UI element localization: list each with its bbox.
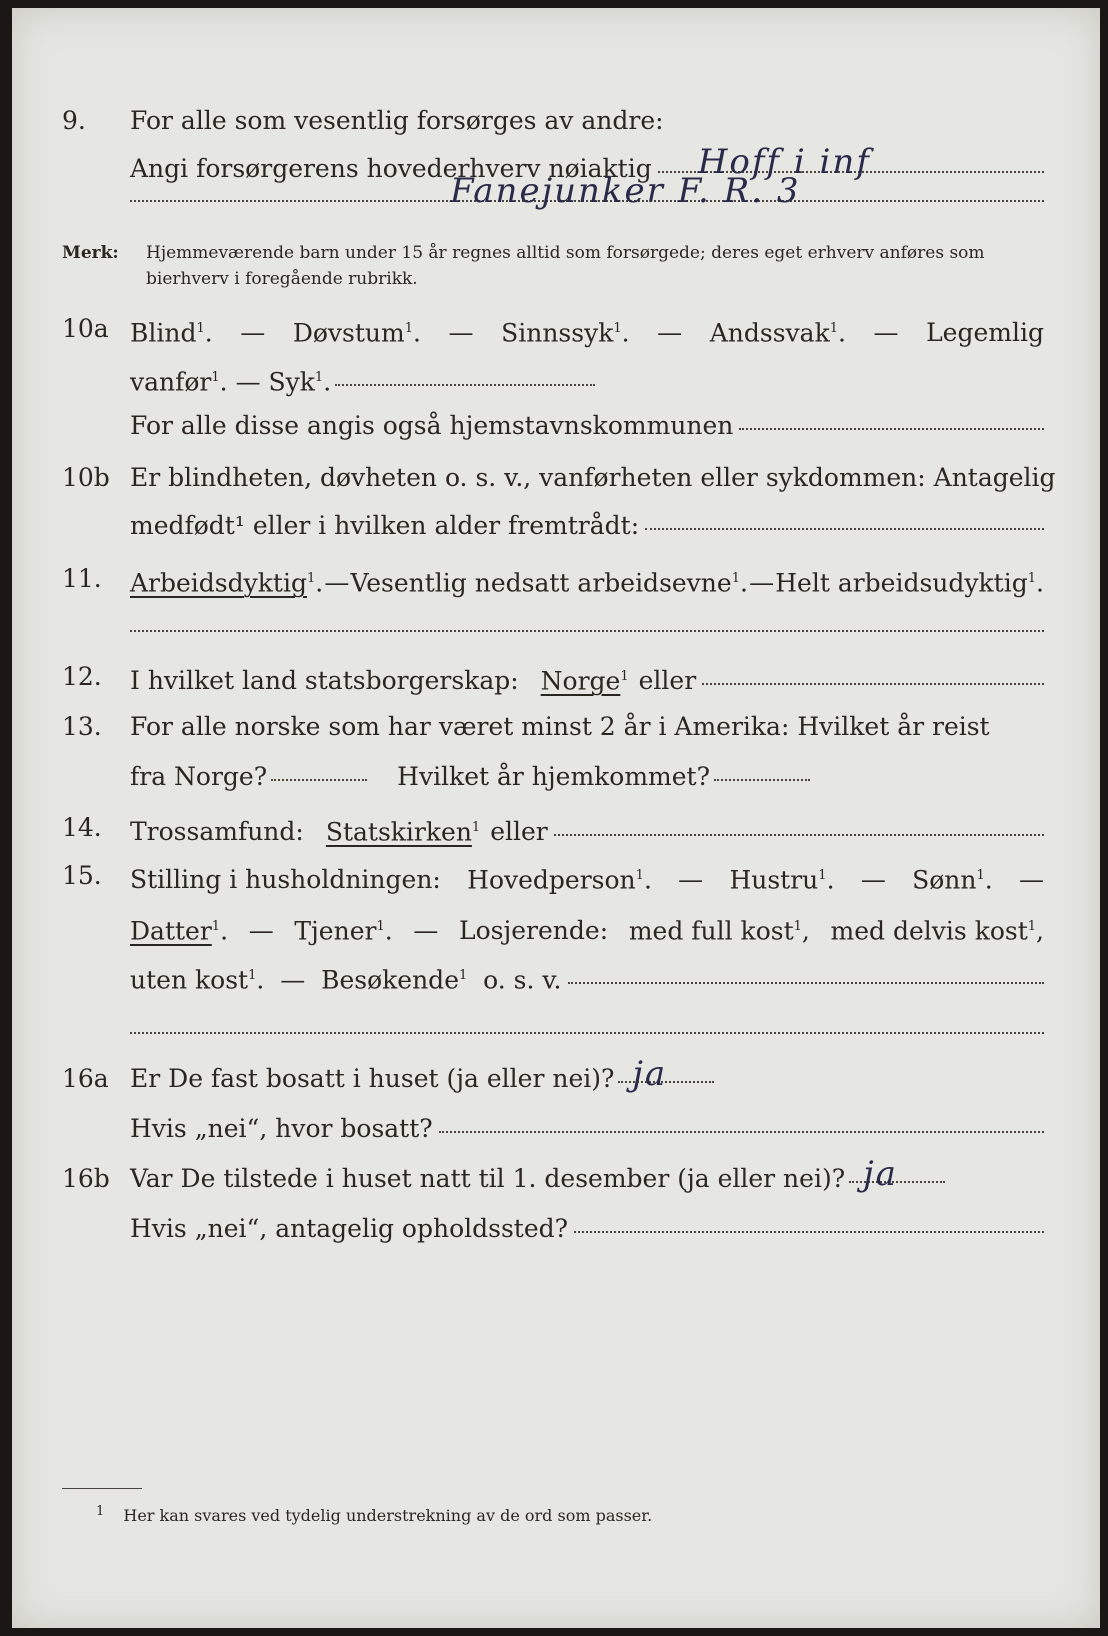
q9-answer-field-2[interactable] bbox=[130, 171, 1044, 211]
q10a-number: 10a bbox=[62, 314, 109, 343]
option-hovedperson[interactable]: Hovedperson bbox=[467, 865, 636, 895]
q16a-answer-field[interactable] bbox=[618, 1054, 714, 1094]
q12-eller: eller bbox=[638, 666, 697, 696]
q9-handwritten-answer1: Hoff i inf bbox=[697, 142, 871, 182]
q10a-hjemstavn-label: For alle disse angis også hjemstavnskommunen bbox=[130, 411, 734, 440]
footnote-mark: 1 bbox=[96, 1504, 105, 1519]
option-arbeidsdyktig[interactable]: Arbeidsdyktig bbox=[130, 568, 307, 598]
q11-number: 11. bbox=[62, 564, 102, 593]
footnote-rule bbox=[62, 1488, 142, 1489]
q13-reist-field[interactable] bbox=[271, 779, 367, 781]
option-sonn[interactable]: Sønn bbox=[912, 865, 977, 895]
q16a-where-field[interactable] bbox=[439, 1131, 1044, 1133]
q14-question: Trossamfund: bbox=[130, 817, 304, 847]
q12-question: I hvilket land statsborgerskap: bbox=[130, 666, 519, 696]
q9-question: For alle som vesentlig forsørges av andre: bbox=[130, 106, 664, 135]
q16b-where-field[interactable] bbox=[574, 1231, 1044, 1233]
q15-losjerende-label: Losjerende: bbox=[459, 916, 609, 946]
option-andssvak[interactable]: Andssvak bbox=[709, 318, 830, 348]
q9-number: 9. bbox=[62, 106, 86, 135]
q13-reist-label: fra Norge? bbox=[130, 762, 268, 791]
q14-eller: eller bbox=[490, 817, 548, 847]
q15-question: Stilling i husholdningen: bbox=[130, 865, 441, 895]
option-dovstum[interactable]: Døvstum bbox=[292, 318, 405, 348]
option-vanfor[interactable]: vanfør bbox=[130, 367, 212, 397]
q10a-hjemstavn-field[interactable] bbox=[739, 428, 1044, 430]
option-datter[interactable]: Datter bbox=[130, 916, 212, 946]
q16a-where-label: Hvis „nei“, hvor bosatt? bbox=[130, 1114, 433, 1143]
q16a-question: Er De fast bosatt i huset (ja eller nei)? bbox=[130, 1064, 615, 1093]
option-besokende[interactable]: Besøkende bbox=[321, 965, 459, 995]
q10b-onset-field[interactable] bbox=[645, 528, 1044, 530]
q13-number: 13. bbox=[62, 712, 102, 741]
option-arbeidsudyktig[interactable]: Helt arbeidsudyktig bbox=[775, 568, 1028, 598]
footnote bbox=[96, 1502, 652, 1526]
q12-number: 12. bbox=[62, 662, 102, 691]
q12-other-country-field[interactable] bbox=[702, 683, 1044, 685]
merk-text: Hjemmeværende barn under 15 år regnes alltid som forsørgede; deres eget erhverv anføres som bierhverv i foregående rubrikk. bbox=[146, 243, 985, 289]
option-syk[interactable]: Syk bbox=[268, 367, 315, 397]
option-delvis-kost[interactable]: med delvis kost bbox=[830, 916, 1028, 946]
q10a-syk-field[interactable] bbox=[335, 384, 595, 386]
q10b-number: 10b bbox=[62, 463, 110, 492]
option-sinnssyk[interactable]: Sinnssyk bbox=[501, 318, 614, 348]
q15-blank-line[interactable] bbox=[130, 1032, 1044, 1034]
q16a-handwritten-answer: ja bbox=[632, 1054, 668, 1094]
q16b-where-label: Hvis „nei“, antagelig opholdssted? bbox=[130, 1214, 569, 1243]
q15-other-field[interactable] bbox=[568, 982, 1044, 984]
q16b-handwritten-answer: ja bbox=[863, 1154, 898, 1194]
q13-question: For alle norske som har været minst 2 år i Amerika: Hvilket år reist bbox=[130, 712, 990, 741]
q13-hjemkommet-field[interactable] bbox=[714, 779, 810, 781]
q10b-onset-label: medfødt¹ eller i hvilken alder fremtrådt: bbox=[130, 511, 640, 540]
q11-blank-line[interactable] bbox=[130, 630, 1044, 632]
census-form-page: 9. For alle som vesentlig forsørges av andre: Angi forsørgerens hovederhverv nøiaktig Hoff i inf Fanejunker F. R. 3 Merk: Hjemmeværende barn under 15 år regnes alltid som forsørgede; deres eget erhverv anføres som bierhverv i foregående rubrikk. 10a Blind$^1$. — Døvstum$^1$. — Sinnssyk$^1$. — Andssvak$^1$. — Legemlig vanfør$^1$. — Syk$^1$. For alle disse angis også hjemstavnskommunen 10b Er blindheten, døvheten o. s. v., vanførheten eller sykdommen: Antagelig medfødt¹ eller i hvilken alder fremtrådt: 11. Arbeidsdyktig$^1$. — Vesentlig nedsatt arbeidsevne$^1$. — Helt arbeidsudyktig$^1$. 12. I hvilket land statsborgerskap: Norge$^1$ eller 13. For alle norske som har været minst 2 år i Amerika: Hvilket år reist fra Norge? Hvilket år hjemkommet? 14. Trossamfund: Statskirken$^1$ eller 15. Stilling i husholdningen: Hovedperson$^1$. — Hustru$^1$. — Sønn$^1$. — Datter$^1$. — Tjener$^1$. — Losjerende: med full kost$^1$, med delvis kost$^1$, uten kost$^1$. — Besøkende$^1$ o. s. v. 16a Er De fast bosatt i huset (ja eller nei)? ja Hvis „nei“, hvor bosatt? 16b Var De tilstede i huset natt til 1. desember (ja eller nei)? ja Hvis „nei“, antagelig opholdssted? $^1$ Her kan svares ved tydelig understrekning av de ord som passer. bbox=[12, 8, 1100, 1628]
option-uten-kost[interactable]: uten kost bbox=[130, 965, 249, 995]
q15-number: 15. bbox=[62, 861, 102, 890]
q9-handwritten-answer2: Fanejunker F. R. 3 bbox=[450, 171, 801, 211]
q15-osv: o. s. v. bbox=[483, 965, 562, 995]
q10b-question: Er blindheten, døvheten o. s. v., vanførheten eller sykdommen: Antagelig bbox=[130, 463, 1056, 492]
q16b-question: Var De tilstede i huset natt til 1. desember (ja eller nei)? bbox=[130, 1164, 846, 1193]
option-tjener[interactable]: Tjener bbox=[294, 916, 377, 946]
footnote-text: Her kan svares ved tydelig understrekning av de ord som passer. bbox=[123, 1506, 653, 1526]
option-legemlig[interactable]: Legemlig bbox=[926, 318, 1044, 348]
option-hustru[interactable]: Hustru bbox=[729, 865, 819, 895]
option-norge[interactable]: Norge bbox=[540, 666, 621, 696]
q13-hjemkommet-label: Hvilket år hjemkommet? bbox=[397, 762, 711, 791]
q14-number: 14. bbox=[62, 813, 102, 842]
q16b-answer-field[interactable] bbox=[849, 1154, 945, 1194]
option-full-kost[interactable]: med full kost bbox=[628, 916, 794, 946]
merk-label: Merk: bbox=[62, 243, 119, 263]
q16a-number: 16a bbox=[62, 1064, 109, 1093]
q16b-number: 16b bbox=[62, 1164, 110, 1193]
q14-other-field[interactable] bbox=[554, 834, 1044, 836]
option-nedsatt-arbeidsevne[interactable]: Vesentlig nedsatt arbeidsevne bbox=[350, 568, 732, 598]
option-blind[interactable]: Blind bbox=[130, 318, 197, 348]
option-statskirken[interactable]: Statskirken bbox=[325, 817, 472, 847]
q9-occupation-label: Angi forsørgerens hovederhverv nøiaktig bbox=[130, 154, 652, 183]
